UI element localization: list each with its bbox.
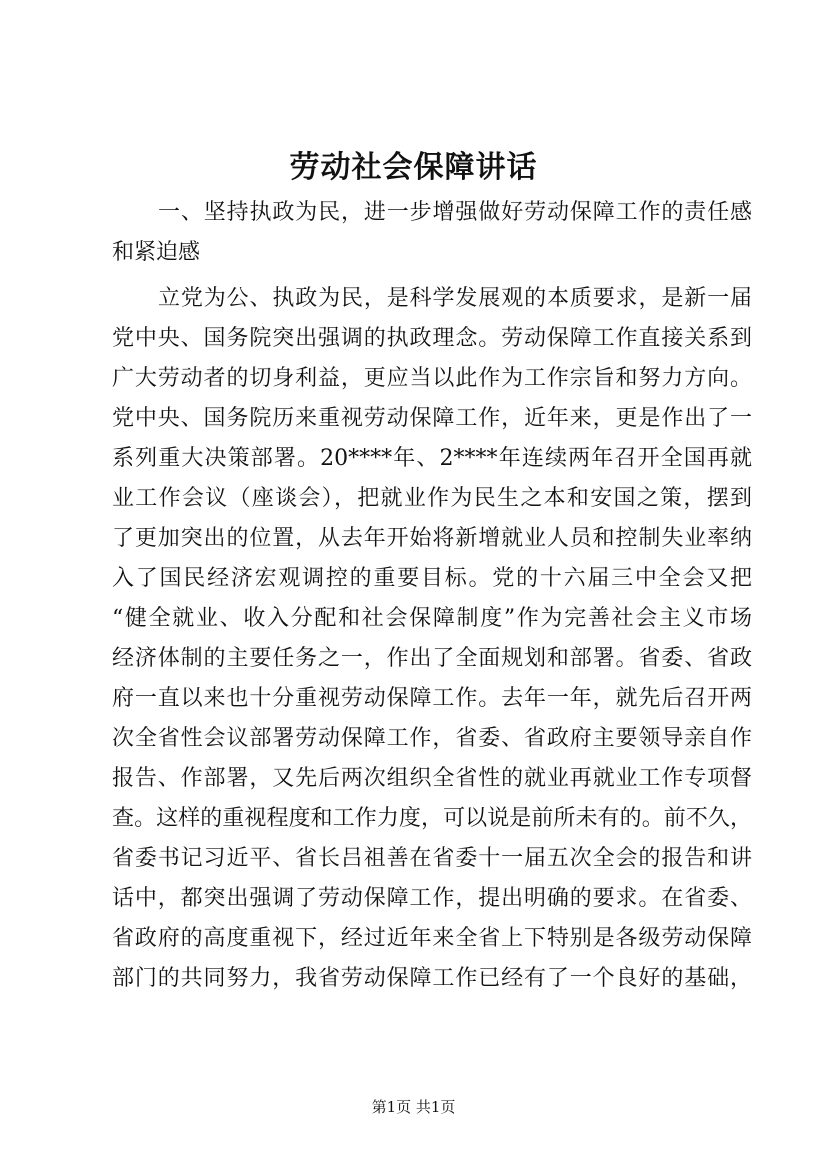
document-title: 劳动社会保障讲话 [289,150,538,185]
paragraph-line: 次全省性会议部署劳动保障工作，省委、省政府主要领导亲自作 [112,726,752,751]
paragraph-line: 系列重大决策部署。20****年、2****年连续两年召开全国再就 [112,446,752,471]
paragraph-line: 党中央、国务院历来重视劳动保障工作，近年来，更是作出了一 [112,406,752,431]
section-heading-line-1: 一、坚持执政为民，进一步增强做好劳动保障工作的责任感 [158,200,752,225]
paragraph-line: 省政府的高度重视下，经过近年来全省上下特别是各级劳动保障 [112,926,752,951]
paragraph-line: 广大劳动者的切身利益，更应当以此作为工作宗旨和努力方向。 [112,366,752,391]
paragraph-line: 了更加突出的位置，从去年开始将新增就业人员和控制失业率纳 [112,526,752,551]
section-heading-line-2: 和紧迫感 [112,240,201,265]
paragraph-line: 党中央、国务院突出强调的执政理念。劳动保障工作直接关系到 [112,326,752,351]
paragraph-line: 立党为公、执政为民，是科学发展观的本质要求，是新一届 [158,286,752,311]
paragraph-line: 府一直以来也十分重视劳动保障工作。去年一年，就先后召开两 [112,686,752,711]
paragraph-line: 查。这样的重视程度和工作力度，可以说是前所未有的。前不久， [112,806,752,831]
paragraph-line: 部门的共同努力，我省劳动保障工作已经有了一个良好的基础， [112,966,752,991]
paragraph-line: 报告、作部署，又先后两次组织全省性的就业再就业工作专项督 [112,766,752,791]
page-number-footer: 第1页 共1页 [371,1098,456,1116]
paragraph-line: 入了国民经济宏观调控的重要目标。党的十六届三中全会又把 [112,566,752,591]
paragraph-line: 经济体制的主要任务之一，作出了全面规划和部署。省委、省政 [112,646,752,671]
paragraph-line: 省委书记习近平、省长吕祖善在省委十一届五次全会的报告和讲 [112,846,752,871]
paragraph-line: 话中，都突出强调了劳动保障工作，提出明确的要求。在省委、 [112,886,752,911]
paragraph-line: “健全就业、收入分配和社会保障制度”作为完善社会主义市场 [112,606,752,631]
paragraph-line: 业工作会议（座谈会），把就业作为民生之本和安国之策，摆到 [112,486,752,511]
